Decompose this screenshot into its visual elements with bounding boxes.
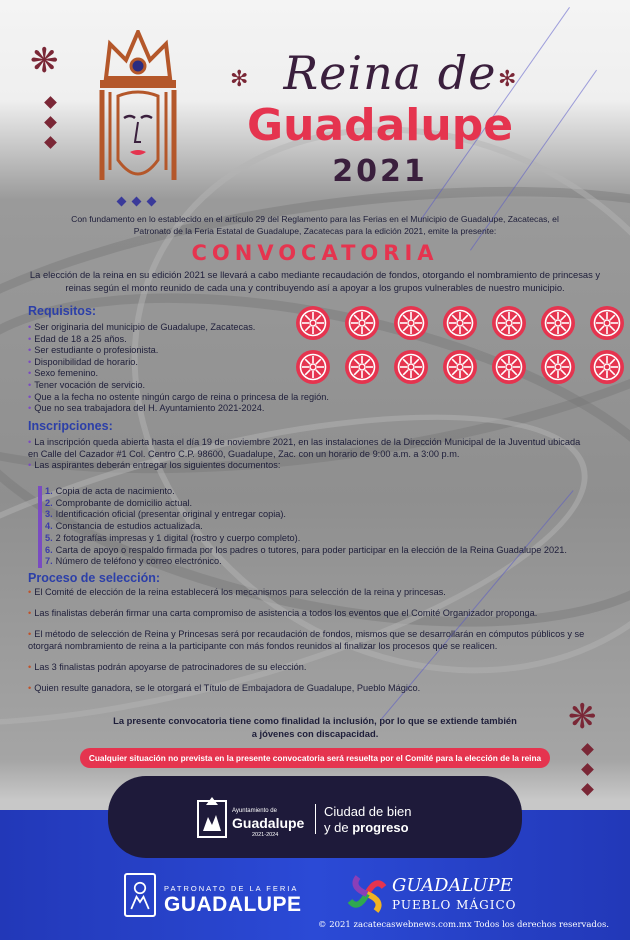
diamond-ornament-icon [44,96,57,109]
list-item: • Las finalistas deberán firmar una carta compromiso de asistencia a todos los eventos que el Comité Organizador proponga. [28,608,538,619]
list-item: • Edad de 18 a 25 años. [28,333,127,344]
wheel-medallion-icon [590,306,624,340]
document-item: 5. 2 fotografías impresas y 1 digital (rostro y cuerpo completo). [45,532,301,543]
ayuntamiento-label: Ayuntamiento de [232,808,277,814]
flower-ornament-icon: ❋ [30,42,59,80]
slogan-line-2: y de progreso [324,820,409,835]
wheel-medallion-icon [345,350,379,384]
pueblo-magico-name: GUADALUPE [392,875,513,896]
document-item: 7. Número de teléfono y correo electrónico. [45,556,222,567]
convocatoria-heading: CONVOCATORIA [191,241,439,265]
list-item: • Las 3 finalistas podrán apoyarse de patrocinadores de su elección. [28,661,307,672]
copyright-text: © 2021 zacatecaswebnews.com.mx Todos los derechos reservados. [318,920,610,930]
pueblo-magico-subtitle: PUEBLO MÁGICO [392,898,517,912]
wheel-medallion-icon [296,350,330,384]
diamond-ornament-icon [132,197,142,207]
document-item: 4. Constancia de estudios actualizada. [45,521,203,532]
list-item: • Quien resulte ganadora, se le otorgará el Título de Embajadora de Guadalupe, Pueblo Mágico. [28,682,421,693]
inscripciones-heading: Inscripciones: [28,419,113,433]
wheel-medallion-icon [541,350,575,384]
closing-statement: La presente convocatoria tiene como finalidad la inclusión, por lo que se extiende también a jóvenes con discapacidad. [113,715,517,739]
list-item: • Ser originaria del municipio de Guadalupe, Zacatecas. [28,322,256,332]
patronato-logo [124,873,156,917]
wheel-medallion-icon [443,350,477,384]
wheel-medallion-icon [492,306,526,340]
wheel-medallion-icon [296,306,330,340]
title-script: Reina de [283,46,497,100]
ayuntamiento-years: 2021-2024 [252,832,279,838]
wheel-medallion-icon [492,350,526,384]
patronato-name: GUADALUPE [164,893,302,916]
diamond-ornament-icon [581,783,594,796]
proceso-list [28,587,593,704]
ayuntamiento-name: Guadalupe [232,815,305,831]
flower-ornament-icon: ✻ [498,66,517,91]
inscripciones-list [28,437,588,472]
documents-list [38,486,567,568]
wheel-medallion-icon [443,306,477,340]
document-item: 2. Comprobante de domicilio actual. [45,497,193,508]
diamond-ornament-icon [44,116,57,129]
requisitos-heading: Requisitos: [28,304,97,318]
list-item: • El método de selección de Reina y Princesas será por recaudación de fondos, mismos que se desarrollarán en cómputos públicos y se otorgará nombramiento de reina a la participante con más fondos reunidos al finalizar los procesos que se realicen. [28,629,585,651]
wheel-medallion-icon [541,306,575,340]
document-item: 3. Identificación oficial (presentar original y entregar copia). [45,509,286,520]
list-item: • Disponibilidad de horario. [28,356,138,367]
footer-divider [315,804,316,834]
wheel-medallion-icon [345,306,379,340]
proceso-heading: Proceso de selección: [28,571,161,585]
list-item: • Las aspirantes deberán entregar los siguientes documentos: [28,460,281,471]
wheel-medallion-icon [394,350,428,384]
flower-ornament-icon: ❋ [568,698,597,736]
document-item: 1. Copia de acta de nacimiento. [45,486,175,496]
title-main: Guadalupe [246,100,514,151]
diamond-ornament-icon [147,197,157,207]
wheel-medallion-icon [590,350,624,384]
diamond-ornament-icon [117,197,127,207]
document-item: 6. Carta de apoyo o respaldo firmada por los padres o tutores, para poder participar en la elección de la Reina Guadalupe 2021. [45,544,567,555]
diamond-ornament-icon [581,743,594,756]
ayuntamiento-logo [196,795,228,839]
list-item: • Sexo femenino. [28,368,99,379]
list-item: • Tener vocación de servicio. [28,379,146,390]
flower-ornament-icon: ✻ [230,66,249,91]
diamond-ornament-icon [581,763,594,776]
title-year: 2021 [332,154,428,189]
intro-text: Con fundamento en lo establecido en el artículo 29 del Reglamento para las Ferias en el Municipio de Guadalupe, Zacatecas, el Patronato de la Feria Estatal de Guadalupe, Zacatecas para la edición 2021, emite la presente: [71,214,559,236]
summary-text: La elección de la reina en su edición 2021 se llevará a cabo mediante recaudación de fondos, otorgando el nombramiento de princesas y reinas según el monto reunido de cada una y contribuyendo así a apoyar a los grupos vulnerables de nuestro municipio. [29,269,601,293]
list-item: • La inscripción queda abierta hasta el día 19 de noviembre 2021, en las instalaciones de la Dirección Municipal de la Juventud ubicada en Calle del Cazador #1 Col. Centro C.P. 98600, Guadalupe, Zac. con un horario de 9:00 a.m. a 3:00 p.m. [28,437,581,459]
wheel-medallion-icon [394,306,428,340]
list-item: • Que no sea trabajadora del H. Ayuntamiento 2021-2024. [28,403,265,414]
crown-logo [88,30,188,190]
slogan-line-1: Ciudad de bien [324,804,412,819]
diamond-ornament-icon [44,136,57,149]
list-item: • El Comité de elección de la reina establecerá los mecanismos para selección de la reina y princesas. [28,587,446,597]
list-item: • Que a la fecha no ostente ningún cargo de reina o princesa de la región. [28,391,329,402]
requisitos-list [28,322,329,415]
notice-banner: Cualquier situación no prevista en la presente convocatoria será resuelta por el Comité para la elección de la reina [80,748,550,768]
patronato-label: PATRONATO DE LA FERIA [164,884,299,893]
list-item: • Ser estudiante o profesionista. [28,345,159,356]
pueblo-magico-swirl-icon [346,873,388,915]
